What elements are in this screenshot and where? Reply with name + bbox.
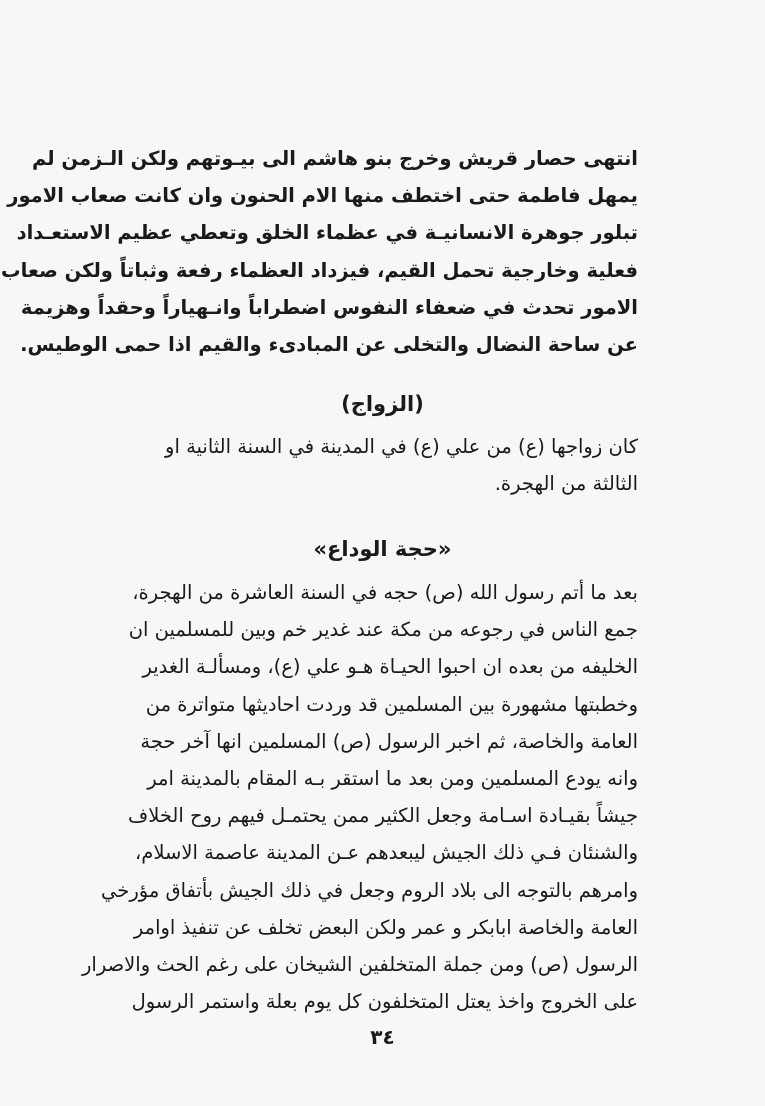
text-line: العامة والخاصة ابابكر و عمر ولكن البعض تخلف عن تنفيذ اوامر (133, 915, 638, 939)
text-line: بعد ما أتم رسول الله (ص) حجه في السنة العاشرة من الهجرة، (132, 581, 638, 604)
section-heading-farewell-pilgrimage: «حجة الوداع» (313, 537, 452, 561)
text-line: الامور تحدث في ضعفاء النفوس اضطراباً وانـهياراً وحقداً وهزيمة (20, 295, 638, 319)
paragraph-marriage (70, 428, 638, 502)
page-number: ٣٤ (370, 1025, 395, 1049)
text-line: عن ساحة النضال والتخلى عن المبادىء والقيم اذا حمى الوطيس. (20, 333, 638, 357)
text-line: جيشاً بقيـادة اسـامة وجعل الكثير ممن يحتمـل فيهم روح الخلاف (127, 804, 638, 828)
text-line: وخطبتها مشهورة بين المسلمين قد وردت احاديثها متواترة من (145, 692, 638, 716)
text-line: انتهى حصار قريش وخرج بنو هاشم الى بيـوتهم ولكن الـزمن لم (32, 147, 638, 170)
text-line: والشنئان فـي ذلك الجيش ليبعدهم عـن المدينة عاصمة الاسلام، (134, 841, 638, 865)
text-line: فعلية وخارجية تحمل القيم، فيزداد العظماء رفعة وثباتاً ولكن صعاب (1, 258, 638, 282)
text-line: الخليفه من بعده ان احبوا الحيـاة هـو علي (ع)، ومسألـة الغدير (142, 655, 638, 679)
text-line: الرسول (ص) ومن جملة المتخلفين الشيخان على رغم الحث والاصرار (82, 953, 638, 977)
text-line: وانه يودع المسلمين ومن بعد ما استقر بـه المقام بالمدينة امر (147, 767, 638, 791)
text-line: على الخروج واخذ يعتل المتخلفون كل يوم بعلة واستمر الرسول (131, 990, 638, 1014)
text-line: تبلور جوهرة الانسانيـة في عظماء الخلق وتعطي عظيم الاستعـداد (16, 221, 638, 245)
text-line: الثالثة من الهجرة. (494, 472, 638, 496)
paragraph-farewell-pilgrimage (70, 574, 638, 1020)
text-line: كان زواجها (ع) من علي (ع) في المدينة في السنة الثانية او (165, 435, 638, 458)
paragraph-siege-end (1, 140, 638, 363)
text-line: يمهل فاطمة حتى اختطف منها الام الحنون وان كانت صعاب الامور (7, 184, 638, 208)
text-line: العامة والخاصة، ثم اخبر الرسول (ص) المسلمين انها آخر حجة (140, 729, 638, 753)
section-heading-marriage: (الزواج) (341, 392, 424, 416)
text-line: وامرهم بالتوجه الى بلاد الروم وجعل في ذلك الجيش بأتفاق مؤرخي (101, 878, 638, 902)
text-line: جمع الناس في رجوعه من مكة عند غدير خم وبين للمسلمين ان (128, 618, 638, 642)
